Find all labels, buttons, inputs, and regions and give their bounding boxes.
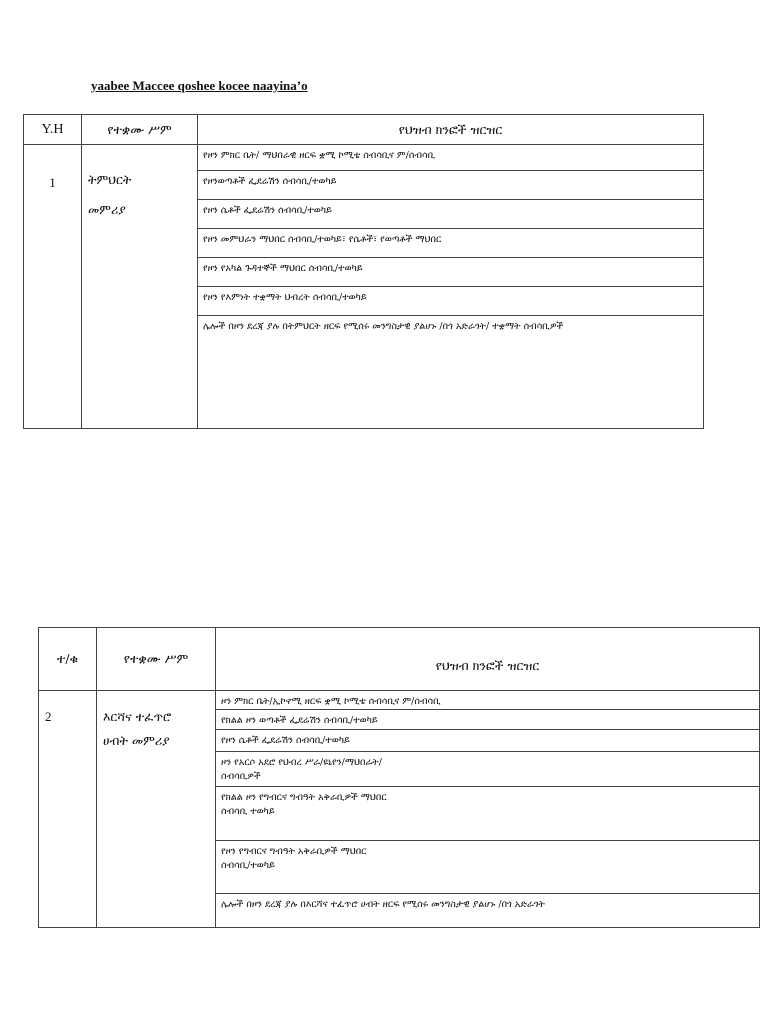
header-public-wings-list: የህዝብ ክንፎች ዝርዝር <box>198 115 704 145</box>
table-education-department <box>23 114 704 429</box>
institution-name-line2: መምሪያ <box>88 202 126 217</box>
list-item: ዞን ምክር ቤት/ኢኮኖሚ ዘርፍ ቋሚ ኮሚቴ ሰብሳቢና ም/ሰብሳቢ <box>216 691 760 710</box>
list-item: ሌሎች በዞን ደረጃ ያሉ በእርሻና ተፈጥሮ ሀብት ዘርፍ የሚሰሩ መንግስታዊ ያልሆኑ /በጎ አድራጎት <box>216 894 760 928</box>
list-item: የዞን ሴቶች ፌደሬሽን ሰብሳቢ/ተወካይ <box>216 730 760 752</box>
institution-name <box>97 691 216 928</box>
header-public-wings-list: የህዝብ ክንፎች ዝርዝር <box>216 628 760 691</box>
list-item <box>216 752 760 787</box>
header-number: ተ/ቁ <box>39 628 97 691</box>
list-item <box>216 787 760 841</box>
list-item-line: ሰብሳቢ/ተወካይ <box>221 860 275 871</box>
table-agriculture-department <box>38 627 760 928</box>
institution-name-line1: እርሻና ተፈጥሮ <box>103 709 172 724</box>
header-institution-name: የተቋሙ ሥም <box>97 628 216 691</box>
table-row <box>24 145 704 171</box>
list-item-line: ሰብሳቢ ተወካይ <box>221 806 275 817</box>
row-number: 1 <box>24 145 82 429</box>
list-item: የክልል ዞን ወጣቶች ፌደሬሽን ሰብሳቢ/ተወካይ <box>216 710 760 730</box>
list-item <box>216 841 760 894</box>
institution-name-line2: ሀብት መምሪያ <box>103 733 170 748</box>
institution-name <box>82 145 198 429</box>
header-number: Y.H <box>24 115 82 145</box>
document-title: yaabee Maccee qoshee kocee naayina’o <box>91 78 308 93</box>
list-item: የዞን ምክር ቤት/ ማህበራዊ ዘርፍ ቋሚ ኮሚቴ ሰብሳቢና ም/ሰብሳቢ <box>198 145 704 171</box>
list-item: ሌሎች በዞን ደረጃ ያሉ በትምህርት ዘርፍ የሚሰሩ መንግስታዊ ያልሆኑ /በጎ አድራጎት/ ተቋማት ሰብሳቢዎች <box>198 316 704 429</box>
list-item-line: ዞን የአርሶ አደሮ የህብረ ሥራ/ዩኒየን/ማህበራት/ <box>221 757 382 768</box>
list-item-line: የክልል ዞን የግብርና ግብዓት አቅራቢዎች ማህበር <box>221 792 387 803</box>
row-number: 2 <box>39 691 97 928</box>
list-item: የዞን ሴቶች ፌደሬሽን ሰብሳቢ/ተወካይ <box>198 200 704 229</box>
table-header-row <box>39 628 760 691</box>
list-item: የዞን የእምነት ተቋማት ህብረት ሰብሳቢ/ተወካይ <box>198 287 704 316</box>
list-item-line: ሰብሳቢዎች <box>221 771 261 782</box>
list-item: የዞን የአካል ጉዳተኞች ማህበር ሰብሳቢ/ተወካይ <box>198 258 704 287</box>
header-institution-name: የተቋሙ ሥም <box>82 115 198 145</box>
list-item: የዞንወጣቶች ፌደሬሽን ሰብሳቢ/ተወካይ <box>198 171 704 200</box>
list-item: የዞን መምህራን ማህበር ሰብሳቢ/ተወካይ፣ የሴቶች፣ የወጣቶች ማህበር <box>198 229 704 258</box>
list-item-line: የዞን የግብርና ግብዓት አቅራቢዎች ማህበር <box>221 846 367 857</box>
institution-name-line1: ትምህርት <box>88 172 132 187</box>
table-row <box>39 691 760 710</box>
table-header-row <box>24 115 704 145</box>
